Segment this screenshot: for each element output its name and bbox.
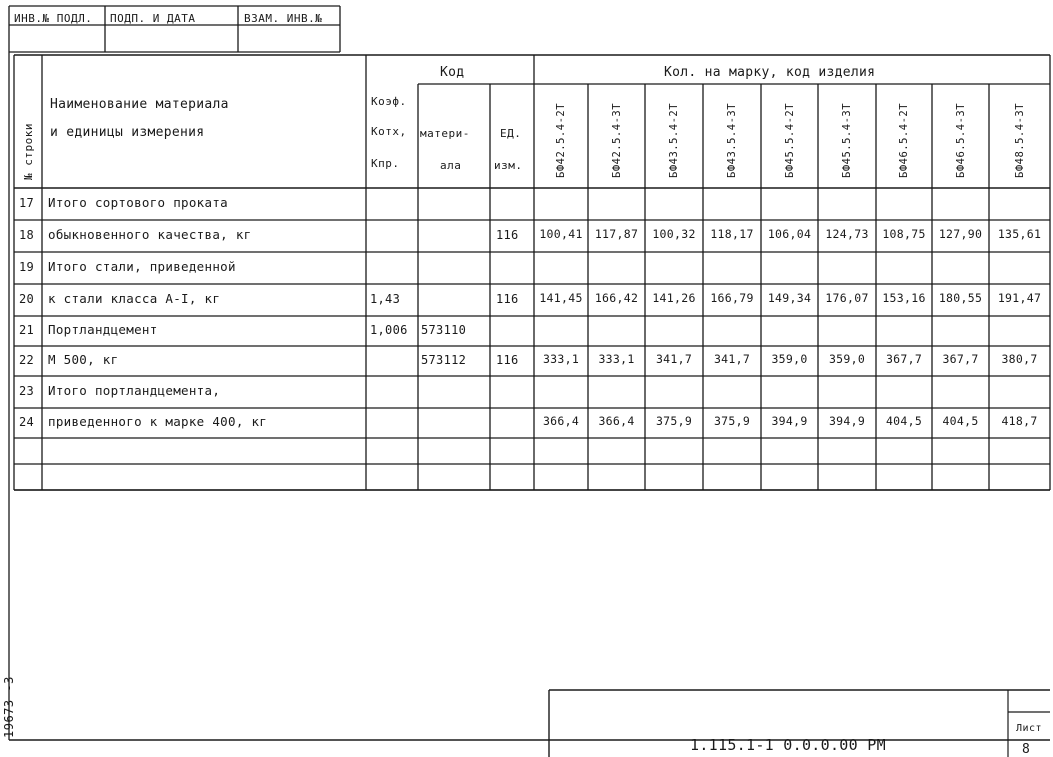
material-name: Итого сортового проката <box>48 195 228 210</box>
quantity-cell: 367,7 <box>885 352 923 366</box>
material-name: М 500, кг <box>48 352 119 367</box>
row-number: 22 <box>19 353 35 367</box>
product-code-header: БФ43.5.4-2Т <box>668 102 680 178</box>
quantity-cell: 359,0 <box>828 352 866 366</box>
header-coef-line3: Кпр. <box>371 157 400 170</box>
stamp-vzam-inv: ВЗАМ. ИНВ.№ <box>244 12 323 25</box>
row-number: 18 <box>19 228 35 242</box>
quantity-cell: 166,79 <box>710 291 754 305</box>
material-name: приведенного к марке 400, кг <box>48 414 268 429</box>
quantity-cell: 108,75 <box>882 227 926 241</box>
table-grid <box>9 6 1050 757</box>
quantity-cell: 118,17 <box>710 227 754 241</box>
unit-code: 116 <box>496 353 519 367</box>
header-row-number: № строки <box>22 123 35 180</box>
quantity-cell: 153,16 <box>882 291 926 305</box>
product-code-header: БФ43.5.4-3Т <box>726 102 738 178</box>
sheet-number: 8 <box>1022 742 1031 757</box>
material-name: к стали класса А-I, кг <box>48 291 221 306</box>
header-coef-line2: Котх, <box>371 125 407 138</box>
quantity-cell: 135,61 <box>997 227 1042 241</box>
quantity-cell: 341,7 <box>713 352 751 366</box>
quantity-cell: 418,7 <box>1001 414 1038 428</box>
quantity-cell: 341,7 <box>655 352 693 366</box>
quantity-cell: 333,1 <box>542 352 580 366</box>
header-coef-line1: Коэф. <box>371 95 407 108</box>
product-code-header: БФ45.5.4-3Т <box>841 102 853 178</box>
product-code-header: БФ46.5.4-2Т <box>898 102 910 178</box>
quantity-cell: 359,0 <box>771 352 808 366</box>
header-name-line1: Наименование материала <box>50 97 229 112</box>
quantity-cell: 100,32 <box>652 227 696 241</box>
quantity-cell: 176,07 <box>825 291 869 305</box>
sheet-label: Лист <box>1016 723 1043 734</box>
quantity-cell: 180,55 <box>938 291 983 305</box>
quantity-cell: 191,47 <box>997 291 1042 305</box>
header-code-material-line1: матери- <box>420 127 470 140</box>
quantity-cell: 166,42 <box>594 291 639 305</box>
header-unit-line1: ЕД. <box>500 127 522 140</box>
quantity-cell: 394,9 <box>828 414 866 428</box>
quantity-cell: 141,26 <box>652 291 696 305</box>
quantity-cell: 117,87 <box>594 227 639 241</box>
quantity-cell: 380,7 <box>1001 352 1038 366</box>
quantity-cell: 394,9 <box>771 414 808 428</box>
quantity-cell: 333,1 <box>598 352 635 366</box>
quantity-cell: 404,5 <box>942 414 979 428</box>
row-number: 24 <box>19 415 35 429</box>
material-code: 573110 <box>421 323 467 337</box>
quantity-cell: 375,9 <box>713 414 751 428</box>
row-number: 21 <box>19 323 35 337</box>
material-name: Итого портландцемента, <box>48 383 221 398</box>
quantity-cell: 375,9 <box>655 414 693 428</box>
stamp-inv-podl: ИНВ.№ ПОДЛ. <box>14 12 93 25</box>
row-number: 23 <box>19 384 35 398</box>
stamp-podp-data: ПОДП. И ДАТА <box>110 12 196 25</box>
header-code-material-line2: ала <box>440 159 462 172</box>
header-code-group: Код <box>440 65 465 80</box>
quantity-cell: 100,41 <box>539 227 583 241</box>
document-code: 1.115.1-1 0.0.0.00 РМ <box>690 736 886 754</box>
product-code-header: БФ46.5.4-3Т <box>954 102 967 178</box>
quantity-cell: 141,45 <box>539 291 583 305</box>
quantity-cell: 366,4 <box>542 414 580 428</box>
header-unit-line2: изм. <box>494 159 523 172</box>
material-name: Портландцемент <box>48 322 158 337</box>
quantity-cell: 106,04 <box>767 227 812 241</box>
quantity-cell: 404,5 <box>885 414 923 428</box>
quantity-cell: 127,90 <box>938 227 983 241</box>
coefficient: 1,006 <box>370 323 408 337</box>
product-code-header: БФ42.5.4-2Т <box>555 102 567 178</box>
unit-code: 116 <box>496 292 519 306</box>
row-number: 20 <box>19 292 35 306</box>
margin-note: 19673 -3 <box>2 676 16 738</box>
product-code-header: БФ48.5.4-3Т <box>1013 102 1026 178</box>
material-name: обыкновенного качества, кг <box>48 227 252 242</box>
material-code: 573112 <box>421 353 467 367</box>
row-number: 17 <box>19 196 35 210</box>
material-name: Итого стали, приведенной <box>48 259 236 274</box>
coefficient: 1,43 <box>370 292 401 306</box>
product-code-header: БФ42.5.4-3Т <box>610 102 623 178</box>
quantity-cell: 367,7 <box>942 352 979 366</box>
row-number: 19 <box>19 260 35 274</box>
quantity-cell: 124,73 <box>825 227 869 241</box>
product-code-header: БФ45.5.4-2Т <box>783 102 796 178</box>
quantity-cell: 149,34 <box>767 291 812 305</box>
quantity-cell: 366,4 <box>598 414 635 428</box>
header-quantity-group: Кол. на марку, код изделия <box>664 65 876 80</box>
header-name-line2: и единицы измерения <box>50 125 205 140</box>
unit-code: 116 <box>496 228 519 242</box>
